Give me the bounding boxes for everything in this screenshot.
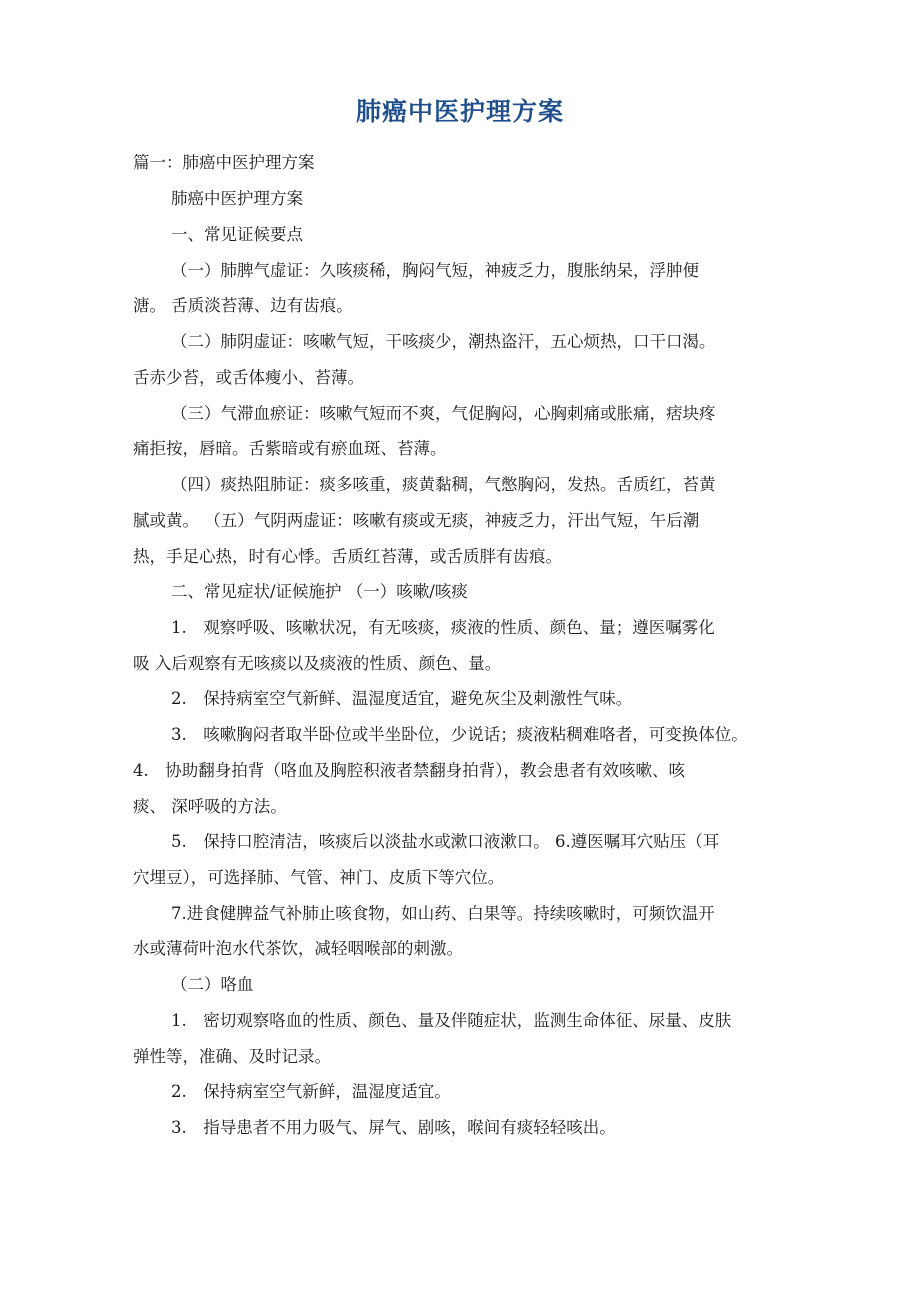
- document-title: 肺癌中医护理方案: [355, 97, 564, 126]
- paragraph-line: 腻或黄。 （五）气阴两虚证：咳嗽有痰或无痰，神疲乏力，汗出气短，午后潮: [133, 511, 700, 530]
- paragraph-line: （三）气滞血瘀证：咳嗽气短而不爽，气促胸闷，心胸刺痛或胀痛，痞块疼: [171, 404, 716, 423]
- section-heading: 一、常见证候要点: [171, 225, 303, 244]
- subtitle: 肺癌中医护理方案: [171, 189, 303, 208]
- paragraph-line: 水或薄荷叶泡水代茶饮，减轻咽喉部的刺激。: [133, 939, 463, 958]
- paragraph-line: 痰、 深呼吸的方法。: [133, 797, 287, 816]
- paragraph-line: 穴埋豆），可选择肺、气管、神门、皮质下等穴位。: [133, 868, 505, 887]
- paragraph-line: 吸 入后观察有无咳痰以及痰液的性质、颜色、量。: [133, 654, 502, 673]
- paragraph-line: 1. 密切观察咯血的性质、颜色、量及伴随症状，监测生命体征、尿量、皮肤: [171, 1011, 732, 1030]
- paragraph-line: 1. 观察呼吸、咳嗽状况，有无咳痰，痰液的性质、颜色、量；遵医嘱雾化: [171, 618, 715, 637]
- section-heading: 篇一：肺癌中医护理方案: [133, 153, 315, 172]
- paragraph-line: 3. 指导患者不用力吸气、屏气、剧咳，喉间有痰轻轻咳出。: [171, 1118, 616, 1137]
- paragraph-line: （一）肺脾气虚证：久咳痰稀，胸闷气短，神疲乏力，腹胀纳呆，浮肿便: [171, 261, 699, 280]
- paragraph-line: 4. 协助翻身拍背（咯血及胸腔积液者禁翻身拍背），教会患者有效咳嗽、咳: [133, 761, 685, 780]
- paragraph-line: 7.进食健脾益气补肺止咳食物，如山药、白果等。持续咳嗽时，可频饮温开: [171, 904, 715, 923]
- section-heading: （二）咯血: [171, 975, 254, 994]
- paragraph-line: 3. 咳嗽胸闷者取半卧位或半坐卧位，少说话；痰液粘稠难咯者，可变换体位。: [171, 725, 748, 744]
- paragraph-line: 弹性等，准确、及时记录。: [133, 1047, 331, 1066]
- paragraph-line: 热，手足心热，时有心悸。舌质红苔薄，或舌质胖有齿痕。: [133, 547, 562, 566]
- paragraph-line: （四）痰热阻肺证：痰多咳重，痰黄黏稠，气憋胸闷，发热。舌质红，苔黄: [171, 475, 716, 494]
- paragraph-line: （二）肺阴虚证：咳嗽气短，干咳痰少，潮热盗汗，五心烦热，口干口渴。: [171, 332, 716, 351]
- paragraph-line: 溏。 舌质淡苔薄、边有齿痕。: [133, 296, 353, 315]
- paragraph-line: 2. 保持病室空气新鲜，温湿度适宜。: [171, 1082, 451, 1101]
- paragraph-line: 痛拒按，唇暗。舌紫暗或有瘀血斑、苔薄。: [133, 439, 447, 458]
- section-heading: 二、常见症状/证候施护 （一）咳嗽/咳痰: [171, 582, 468, 601]
- paragraph-line: 5. 保持口腔清洁，咳痰后以淡盐水或漱口液漱口。 6.遵医嘱耳穴贴压（耳: [171, 832, 720, 851]
- paragraph-line: 舌赤少苔，或舌体瘦小、苔薄。: [133, 368, 364, 387]
- paragraph-line: 2. 保持病室空气新鲜、温湿度适宜，避免灰尘及刺激性气味。: [171, 689, 633, 708]
